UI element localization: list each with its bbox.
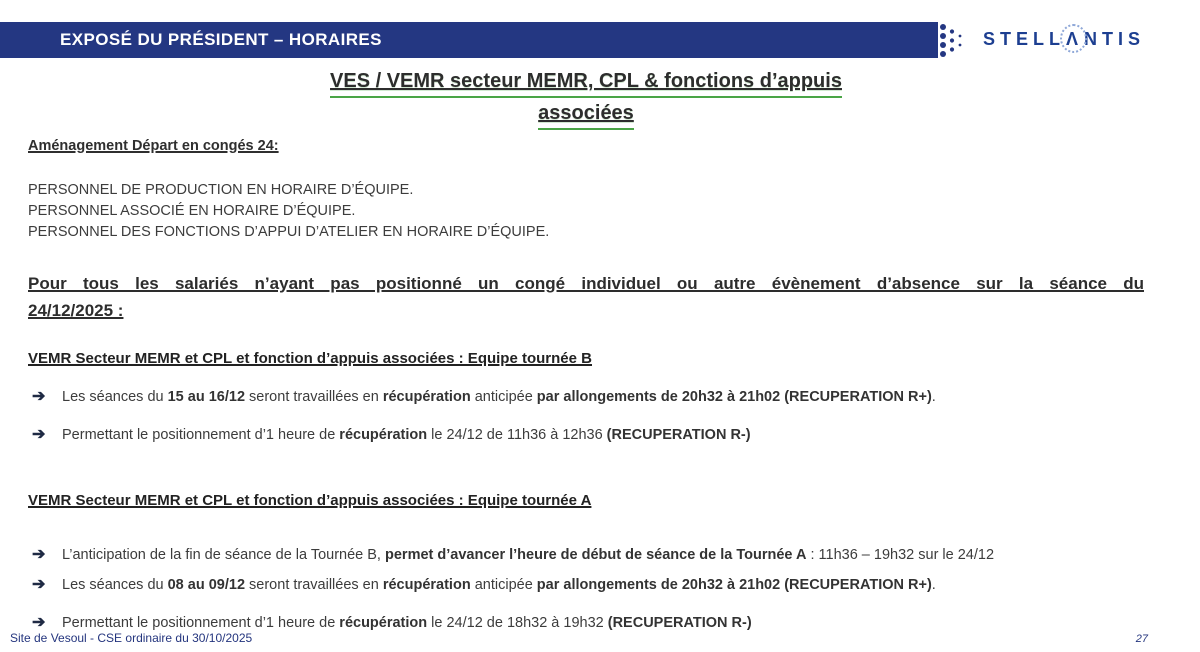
logo-a-mark-icon xyxy=(1066,29,1083,50)
slide-title-line1: VES / VEMR secteur MEMR, CPL & fonctions d’appuis xyxy=(330,66,842,98)
bullet-item xyxy=(28,575,1144,596)
logo-text-right: NTIS xyxy=(1083,29,1145,49)
intro-heading: Aménagement Départ en congés 24: xyxy=(28,138,279,154)
logo-a-glyph: Λ xyxy=(1065,29,1083,49)
arrow-icon: ➔ xyxy=(32,614,46,631)
team-b-heading: VEMR Secteur MEMR et CPL et fonction d’appuis associées : Equipe tournée B xyxy=(28,350,592,367)
arrow-icon: ➔ xyxy=(32,546,46,563)
stellantis-logo xyxy=(983,29,1145,50)
main-heading xyxy=(28,270,1144,324)
page-number: 27 xyxy=(1135,633,1148,645)
slide-title xyxy=(28,66,1144,130)
team-a-heading: VEMR Secteur MEMR et CPL et fonction d’appuis associées : Equipe tournée A xyxy=(28,492,592,509)
bullet-item xyxy=(28,425,1144,446)
arrow-icon: ➔ xyxy=(32,388,46,405)
slide-title-line2: associées xyxy=(538,98,634,130)
masthead xyxy=(0,22,1200,58)
dots-decoration-icon xyxy=(939,22,967,58)
slide-footer xyxy=(10,631,1148,645)
bullet-text: Permettant le positionnement d’1 heure de récupération le 24/12 de 18h32 à 19h32 (RECUPERATION R-) xyxy=(62,615,752,631)
bullet-text: Les séances du 08 au 09/12 seront travaillées en récupération anticipée par allongements de 20h32 à 21h02 (RECUPERATION R+). xyxy=(62,577,936,593)
bullet-text: Permettant le positionnement d’1 heure de récupération le 24/12 de 11h36 à 12h36 (RECUPERATION R-) xyxy=(62,427,751,443)
bullet-item xyxy=(28,387,1144,408)
logo-text-left: STELL xyxy=(982,29,1065,49)
main-heading-line2: 24/12/2025 : xyxy=(28,301,124,320)
personnel-line-2: PERSONNEL ASSOCIÉ EN HORAIRE D’ÉQUIPE. xyxy=(28,203,356,219)
arrow-icon: ➔ xyxy=(32,426,46,443)
main-heading-line1: Pour tous les salariés n’ayant pas positionné un congé individuel ou autre évènement d’absence sur la séance du xyxy=(28,274,1144,293)
slide-content xyxy=(0,66,1200,634)
bullet-text: L’anticipation de la fin de séance de la Tournée B, permet d’avancer l’heure de début de séance de la Tournée A : 11h36 – 19h32 sur le 24/12 xyxy=(62,547,995,563)
personnel-line-3: PERSONNEL DES FONCTIONS D’APPUI D’ATELIER EN HORAIRE D’ÉQUIPE. xyxy=(28,224,550,240)
arrow-icon: ➔ xyxy=(32,576,46,593)
header-bar xyxy=(0,22,938,58)
bullet-item xyxy=(28,545,1144,566)
bullet-text: Les séances du 15 au 16/12 seront travaillées en récupération anticipée par allongements de 20h32 à 21h02 (RECUPERATION R+). xyxy=(62,389,936,405)
personnel-list xyxy=(28,180,1144,243)
header-title: EXPOSÉ DU PRÉSIDENT – HORAIRES xyxy=(60,30,382,49)
personnel-line-1: PERSONNEL DE PRODUCTION EN HORAIRE D’ÉQUIPE. xyxy=(28,182,414,198)
footer-site-label: Site de Vesoul - CSE ordinaire du 30/10/2025 xyxy=(10,631,253,645)
